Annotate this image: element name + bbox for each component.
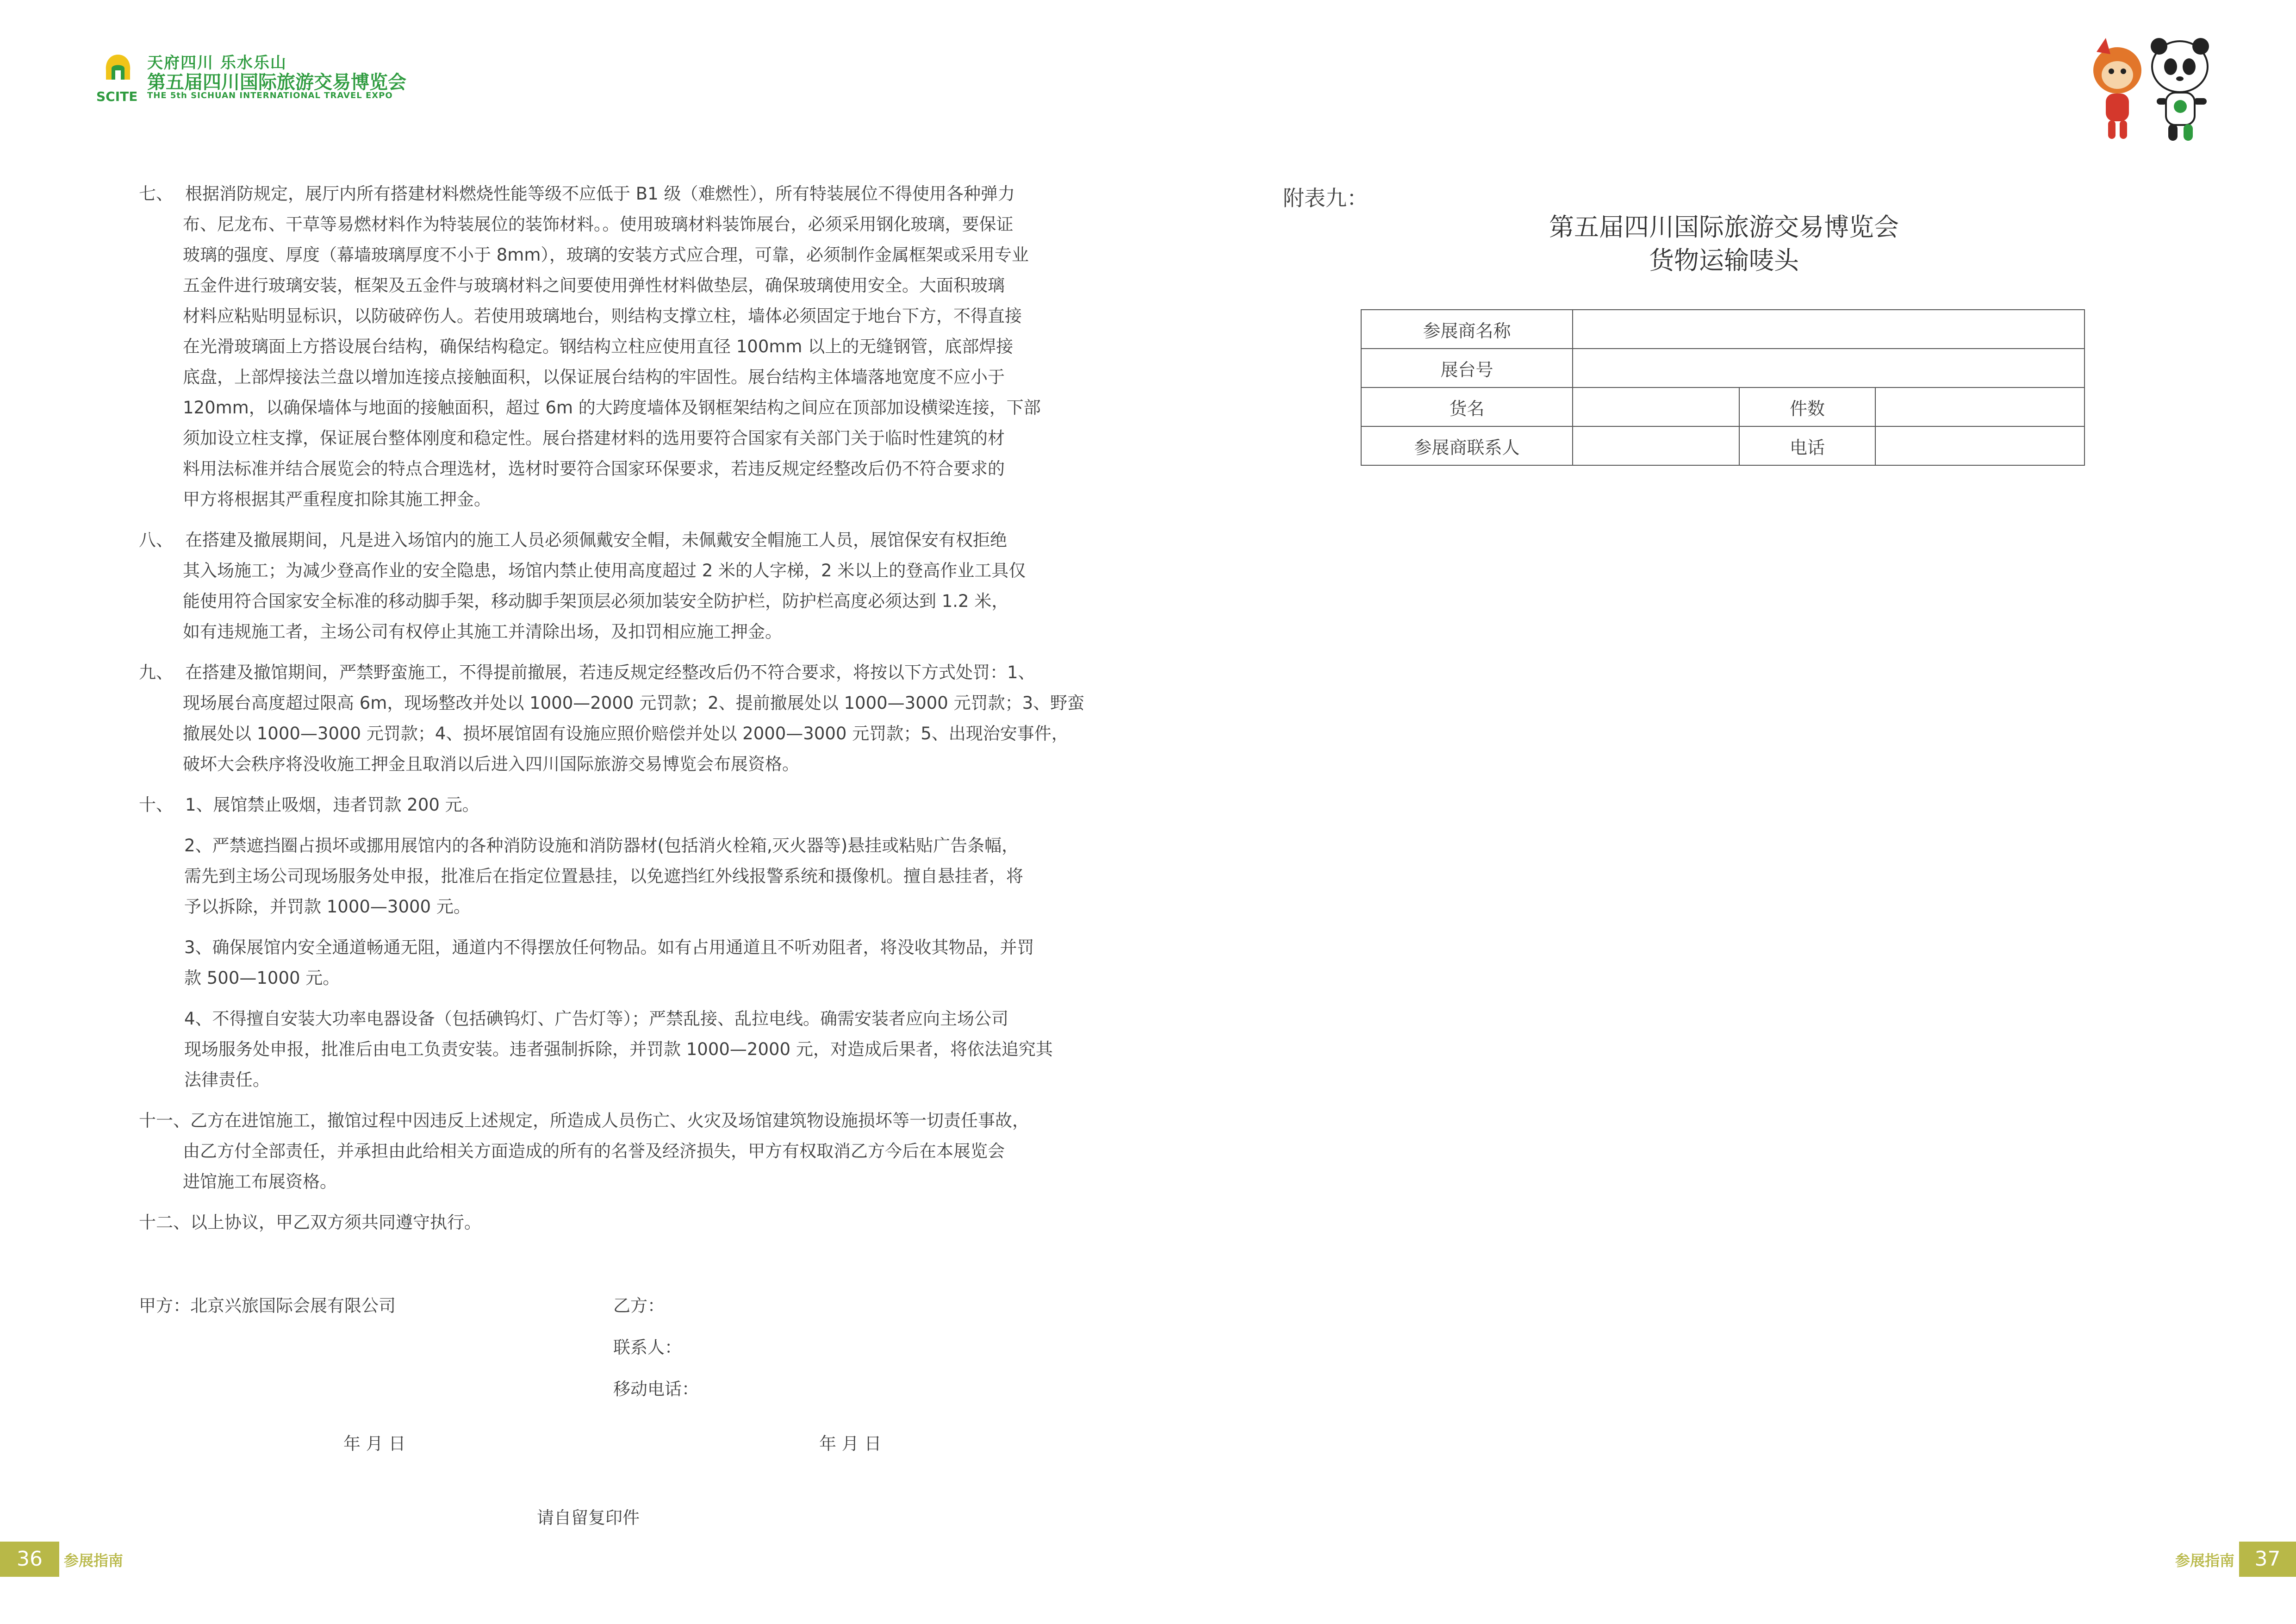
field-goods-name[interactable]: [1573, 387, 1739, 426]
section-11-line: 由乙方付全部责任，并承担由此给相关方面造成的所有的名誉及经济损失，甲方有权取消乙方今后在本展览会: [183, 1141, 1005, 1161]
logo-acronym: SCITE: [96, 89, 138, 104]
section-text-line: 现场展台高度超过限高 6m，现场整改并处以 1000—2000 元罚款；2、提前撤展处以 1000—3000 元罚款；3、野蛮: [183, 693, 1085, 713]
section-12-line: 十二、以上协议，甲乙双方须共同遵守执行。: [139, 1212, 481, 1232]
form-row-contact: [1361, 426, 2084, 465]
field-exhibitor-name[interactable]: [1573, 310, 2084, 349]
label-pieces: 件数: [1739, 387, 1875, 426]
date-party-b: 年 月 日: [819, 1434, 882, 1454]
sub-item-line: 需先到主场公司现场服务处申报，批准后在指定位置悬挂，以免遮挡红外线报警系统和摄像机。擅自悬挂者，将: [184, 866, 1023, 886]
field-booth-no[interactable]: [1573, 349, 2084, 387]
section-number: 九、: [139, 662, 173, 682]
form-title-line2: 货物运输唛头: [1649, 246, 1799, 275]
form-row-booth: [1361, 349, 2084, 387]
party-b: 乙方：: [613, 1296, 665, 1316]
date-party-a: 年 月 日: [343, 1434, 406, 1454]
mascots-icon: [2083, 33, 2221, 149]
label-contact-person: 参展商联系人: [1361, 426, 1573, 465]
annex-label: 附表九：: [1283, 186, 1368, 211]
section-text-line: 料用法标准并结合展览会的特点合理选材，选材时要符合国家环保要求，若违反规定经整改后仍不符合要求的: [183, 459, 1005, 479]
section-text-line: 在搭建及撤展期间，凡是进入场馆内的施工人员必须佩戴安全帽，未佩戴安全帽施工人员，展馆保安有权拒绝: [185, 530, 1007, 550]
section-text-line: 在光滑玻璃面上方搭设展台结构，确保结构稳定。钢结构立柱应使用直径 100mm 以上的无缝钢管，底部焊接: [183, 337, 1014, 356]
section-text-line: 布、尼龙布、干草等易燃材料作为特装展位的装饰材料。。使用玻璃材料装饰展台，必须采用钢化玻璃，要保证: [183, 214, 1014, 234]
contact-person: 联系人：: [613, 1337, 682, 1357]
sub-item-line: 予以拆除，并罚款 1000—3000 元。: [184, 897, 471, 917]
section-text-line: 须加设立柱支撑，保证展台整体刚度和稳定性。展台搭建材料的选用要符合国家有关部门关于临时性建筑的材: [183, 428, 1005, 448]
sub-item-line: 3、确保展馆内安全通道畅通无阻，通道内不得摆放任何物品。如有占用通道且不听劝阻者，将没收其物品，并罚: [184, 937, 1034, 957]
sub-item-line: 4、不得擅自安装大功率电器设备（包括碘钨灯、广告灯等）；严禁乱接、乱拉电线。确需安装者应向主场公司: [184, 1009, 1009, 1029]
copy-note: 请自留复印件: [537, 1508, 640, 1528]
sub-item-line: 2、严禁遮挡圈占损坏或挪用展馆内的各种消防设施和消防器材(包括消火栓箱,灭火器等)悬挂或粘贴广告条幅，: [184, 836, 1019, 856]
section-text-line: 1、展馆禁止吸烟，违者罚款 200 元。: [185, 795, 479, 815]
section-label-left: 参展指南: [64, 1552, 124, 1569]
field-phone[interactable]: [1875, 426, 2084, 465]
section-number: 十、: [139, 795, 173, 815]
section-label-right: 参展指南: [2175, 1552, 2235, 1569]
section-11-line: 进馆施工布展资格。: [183, 1172, 337, 1192]
section-text-line: 撤展处以 1000—3000 元罚款；4、损坏展馆固有设施应照价赔偿并处以 2000—3000 元罚款；5、出现治安事件，: [183, 724, 1069, 743]
section-number: 七、: [139, 184, 173, 204]
section-11-line: 十一、乙方在进馆施工，撤馆过程中因违反上述规定，所造成人员伤亡、火灾及场馆建筑物设施损坏等一切责任事故，: [139, 1111, 1029, 1131]
section-number: 八、: [139, 530, 173, 550]
label-booth-no: 展台号: [1361, 349, 1573, 387]
section-text-line: 其入场施工；为减少登高作业的安全隐患，场馆内禁止使用高度超过 2 米的人字梯，2 米以上的登高作业工具仅: [183, 561, 1026, 581]
section-text-line: 在搭建及撤馆期间，严禁野蛮施工，不得提前撤展，若违反规定经整改后仍不符合要求，将按以下方式处罚：1、: [185, 662, 1035, 682]
label-phone: 电话: [1739, 426, 1875, 465]
field-pieces[interactable]: [1875, 387, 2084, 426]
expo-logo-icon: [100, 52, 137, 91]
party-a: 甲方：北京兴旅国际会展有限公司: [139, 1296, 396, 1316]
field-contact-person[interactable]: [1573, 426, 1739, 465]
section-text-line: 五金件进行玻璃安装，框架及五金件与玻璃材料之间要使用弹性材料做垫层，确保玻璃使用安全。大面积玻璃: [183, 275, 1005, 295]
section-text-line: 120mm，以确保墙体与地面的接触面积，超过 6m 的大跨度墙体及钢框架结构之间应在顶部加设横梁连接，下部: [183, 398, 1041, 418]
section-text-line: 甲方将根据其严重程度扣除其施工押金。: [183, 489, 491, 509]
page-number-right: 37: [2239, 1542, 2296, 1577]
expo-name: 第五届四川国际旅游交易博览会: [147, 72, 406, 93]
section-text-line: 如有违规施工者，主场公司有权停止其施工并清除出场，及扣罚相应施工押金。: [183, 622, 782, 642]
mobile-phone: 移动电话：: [613, 1379, 699, 1399]
section-text-line: 底盘，上部焊接法兰盘以增加连接点接触面积，以保证展台结构的牢固性。展台结构主体墙落地宽度不应小于: [183, 367, 1005, 387]
expo-slogan: 天府四川 乐水乐山: [147, 54, 287, 72]
form-row-goods: [1361, 387, 2084, 426]
expo-english-name: THE 5th SICHUAN INTERNATIONAL TRAVEL EXPO: [147, 91, 393, 100]
sub-item-line: 法律责任。: [184, 1070, 270, 1090]
label-exhibitor-name: 参展商名称: [1361, 310, 1573, 349]
label-goods-name: 货名: [1361, 387, 1573, 426]
section-text-line: 破坏大会秩序将没收施工押金且取消以后进入四川国际旅游交易博览会布展资格。: [183, 754, 799, 774]
sub-item-line: 款 500—1000 元。: [184, 968, 340, 988]
form-title-line1: 第五届四川国际旅游交易博览会: [1549, 212, 1899, 242]
sub-item-line: 现场服务处申报，批准后由电工负责安装。违者强制拆除，并罚款 1000—2000 元，对造成后果者，将依法追究其: [184, 1039, 1053, 1059]
section-text-line: 玻璃的强度、厚度（幕墙玻璃厚度不小于 8mm），玻璃的安装方式应合理，可靠，必须制作金属框架或采用专业: [183, 245, 1029, 265]
form-row-exhibitor: [1361, 310, 2084, 349]
page-number-left: 36: [0, 1542, 59, 1577]
section-text-line: 能使用符合国家安全标准的移动脚手架，移动脚手架顶层必须加装安全防护栏，防护栏高度必须达到 1.2 米，: [183, 591, 1009, 611]
section-text-line: 根据消防规定，展厅内所有搭建材料燃烧性能等级不应低于 B1 级（难燃性），所有特装展位不得使用各种弹力: [185, 184, 1015, 204]
section-text-line: 材料应粘贴明显标识，以防破碎伤人。若使用玻璃地台，则结构支撑立柱，墙体必须固定于地台下方，不得直接: [183, 306, 1022, 326]
shipping-mark-form: [1361, 309, 2085, 466]
